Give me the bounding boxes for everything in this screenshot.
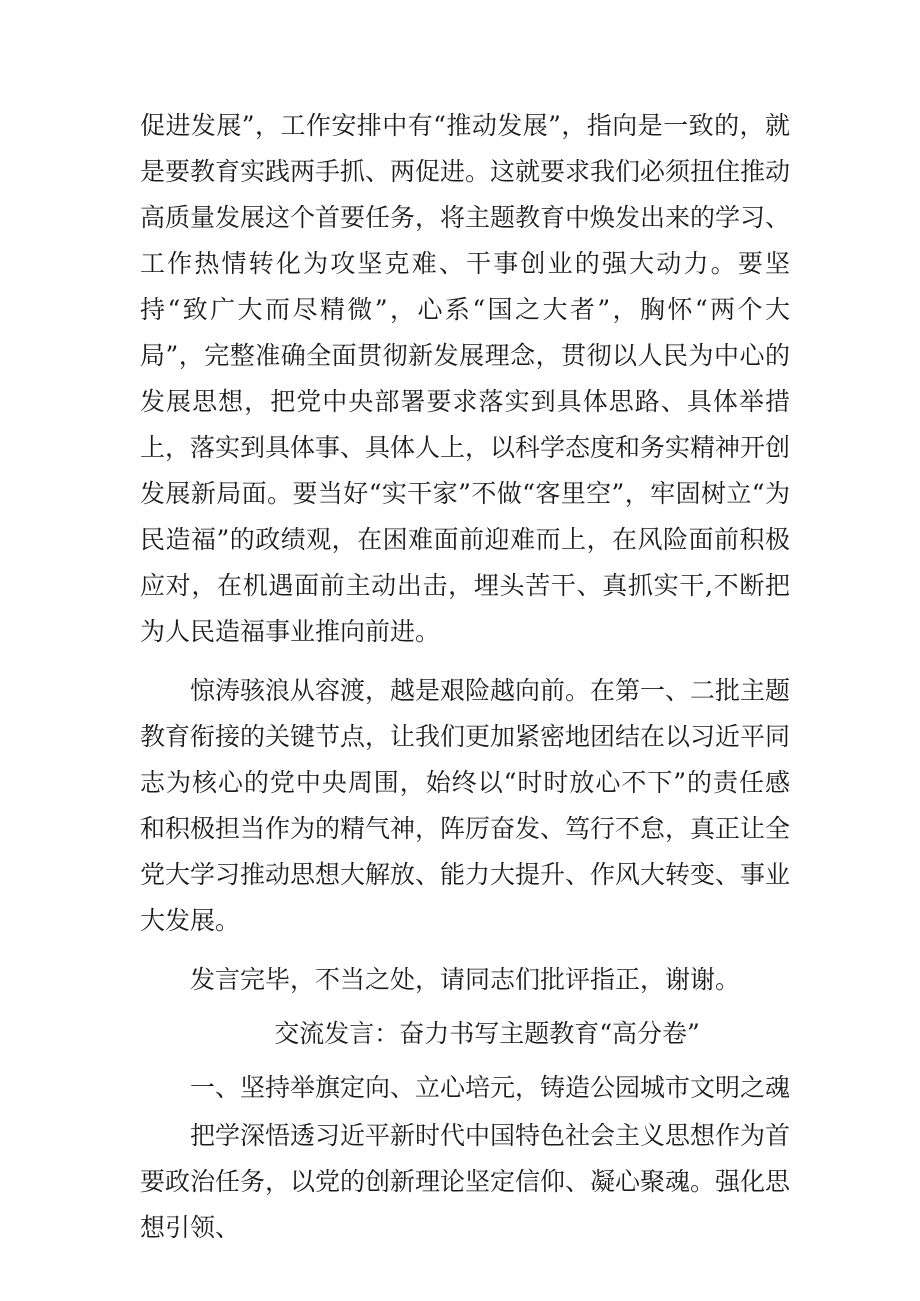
section-heading: 一、坚持举旗定向、立心培元，铸造公园城市文明之魂 [190,1073,791,1102]
speech-title: 交流发言：奋力书写主题教育“高分卷” [274,1019,700,1048]
paragraph-thanks: 发言完毕，不当之处，请同志们批评指正，谢谢。 [190,965,741,994]
document-body [140,103,790,1251]
paragraph-development: 促进发展”，工作安排中有“推动发展”，指向是一致的，就是要教育实践两手抓、两促进。这就要求我们必须扭住推动高质量发展这个首要任务，将主题教育中焕发出来的学习、工作热情转化为攻坚克难、干事创业的强大动力。要坚持“致广大而尽精微”，心系“国之大者”，胸怀“两个大局”，完整准确全面贯彻新发展理念，贯彻以人民为中心的发展思想，把党中央部署要求落实到具体思路、具体举措上，落实到具体事、具体人上，以科学态度和务实精神开创发展新局面。要当好“实干家”不做“客里空”，牢固树立“为民造福”的政绩观，在困难面前迎难而上，在风险面前积极应对，在机遇面前主动出击，埋头苦干、真抓实干,不断把为人民造福事业推向前进。 [140,111,791,646]
paragraph-closing-call: 惊涛骇浪从容渡，越是艰险越向前。在第一、二批主题教育衔接的关键节点，让我们更加紧密地团结在以习近平同志为核心的党中央周围，始终以“时时放心不下”的责任感和积极担当作为的精气神，阵厉奋发、笃行不怠，真正让全党大学习推动思想大解放、能力大提升、作风大转变、事业大发展。 [140,676,791,935]
section-body: 把学深悟透习近平新时代中国特色社会主义思想作为首要政治任务，以党的创新理论坚定信仰、凝心聚魂。强化思想引领、 [140,1121,791,1242]
